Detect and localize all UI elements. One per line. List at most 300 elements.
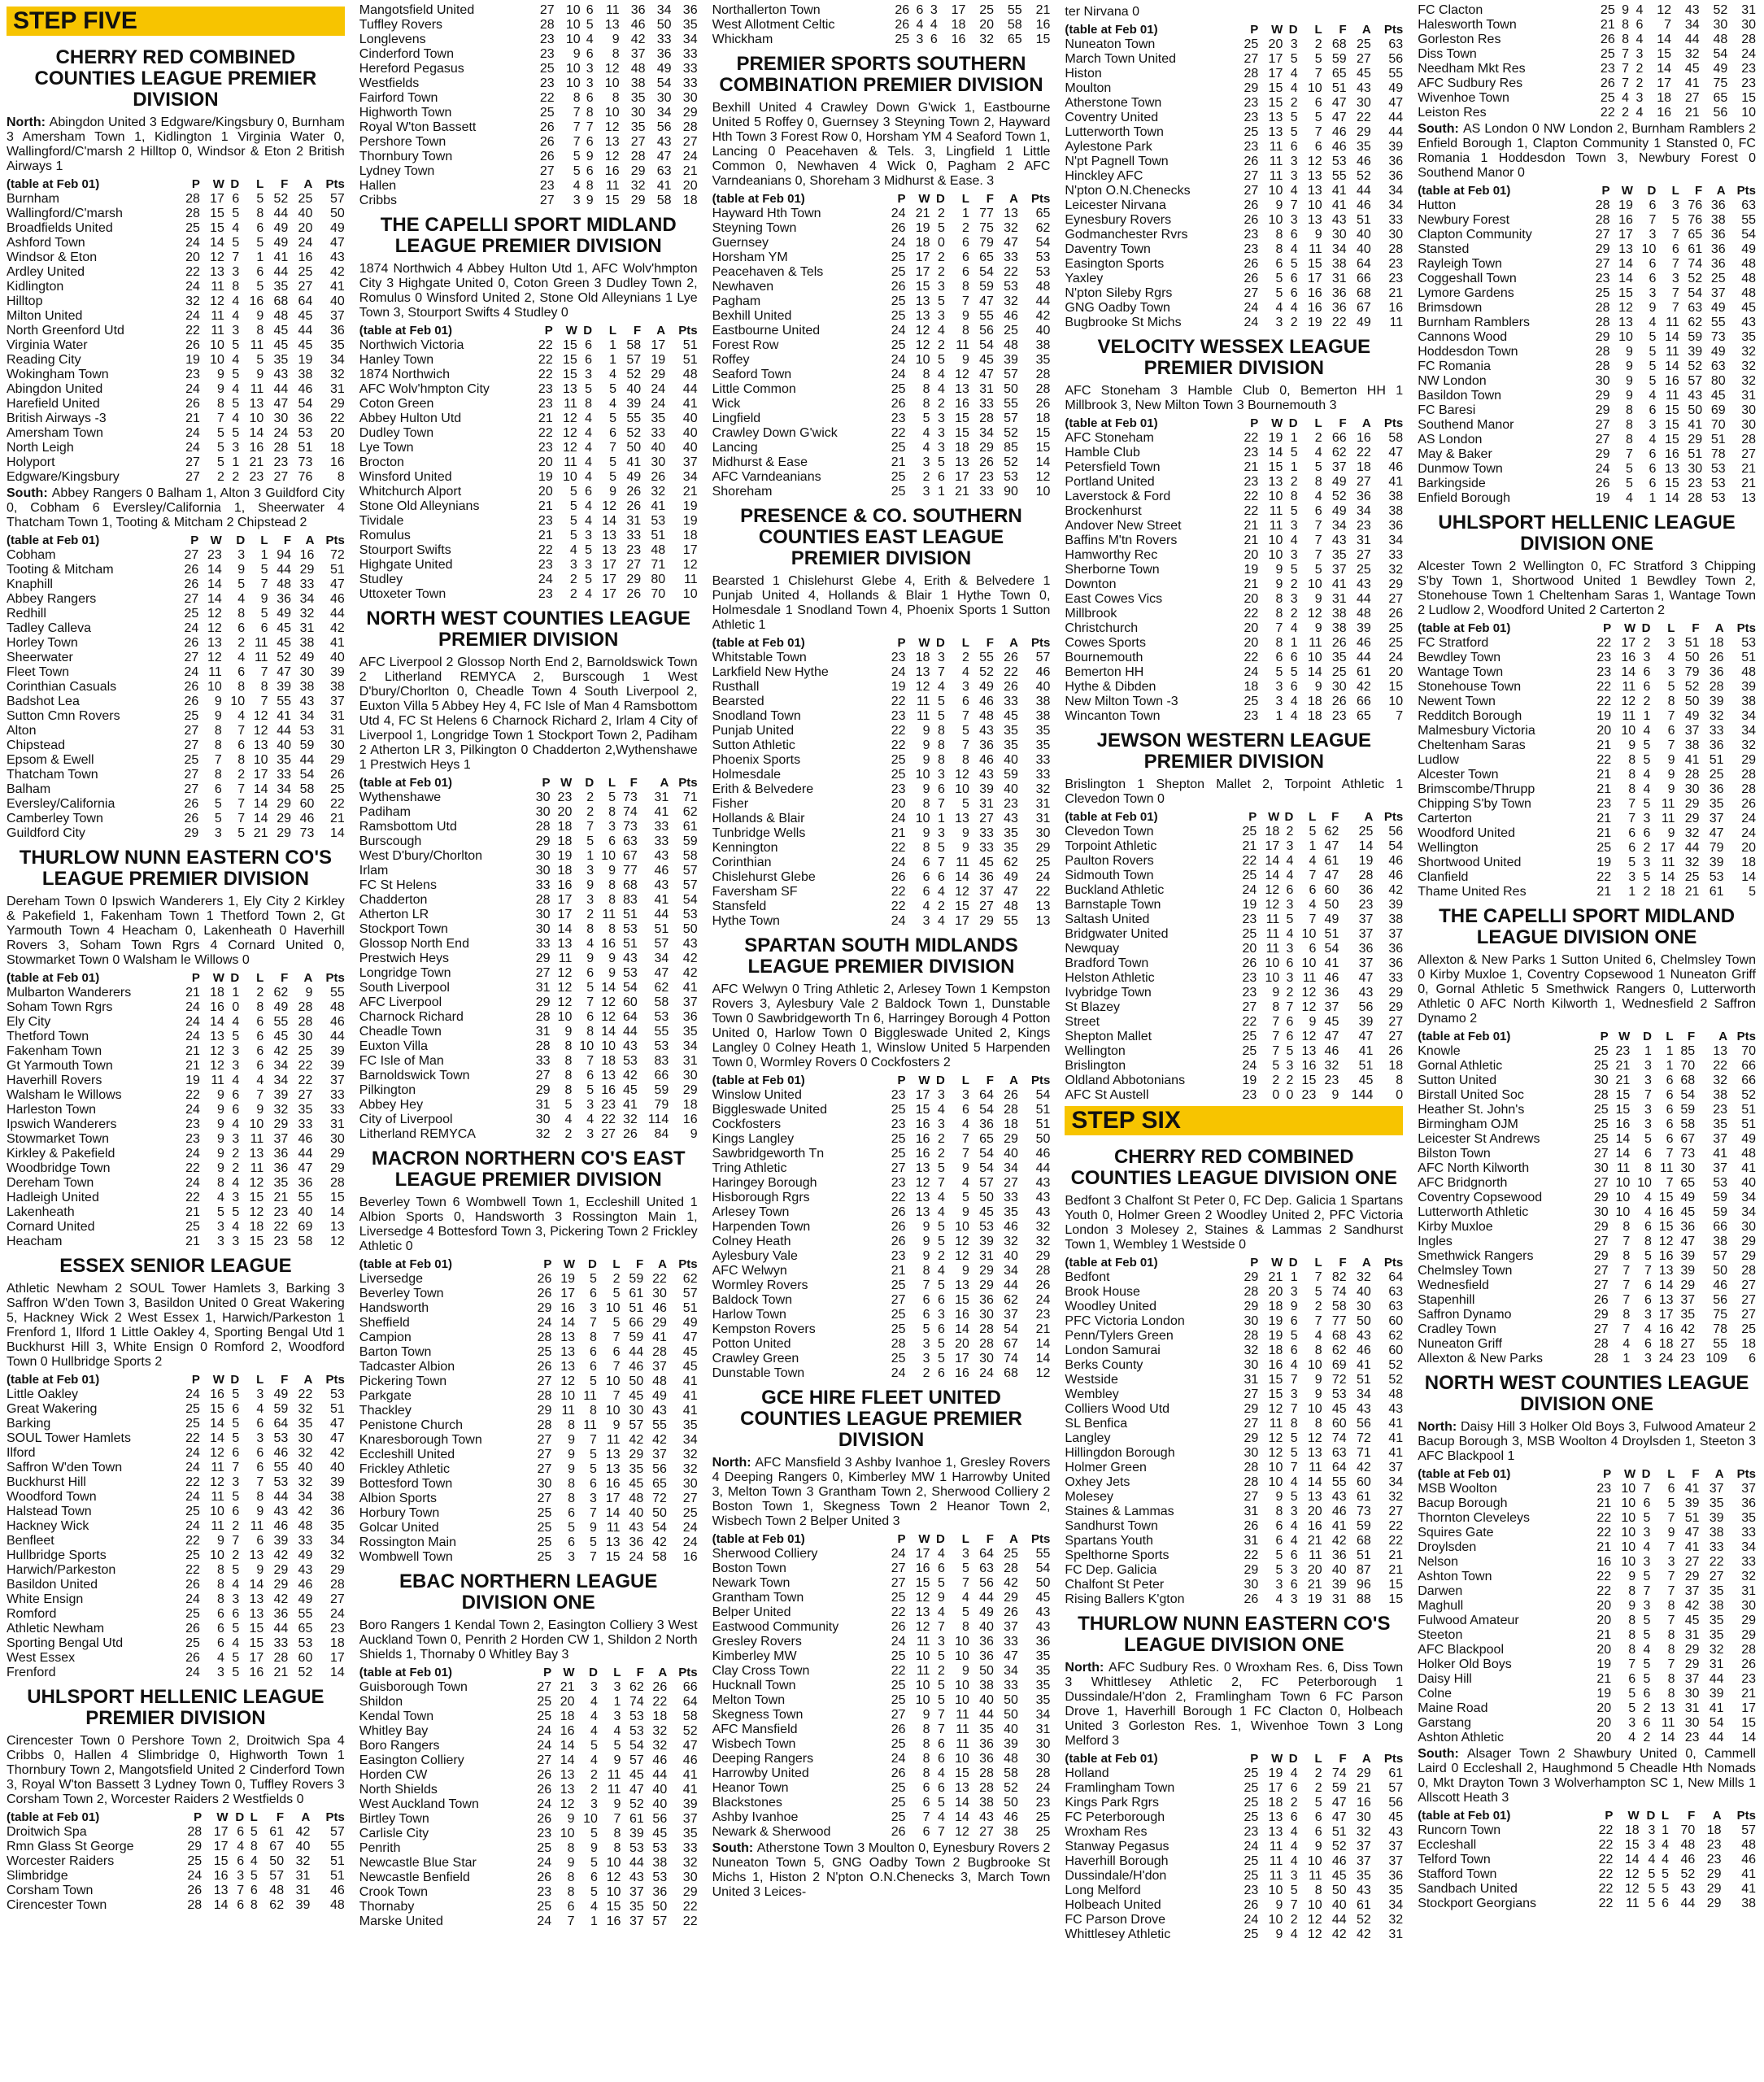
- stat-cell: 29: [1688, 433, 1703, 446]
- column-header: A: [1714, 621, 1724, 635]
- stat-cell: 5: [937, 1220, 945, 1234]
- stat-cell: 33: [330, 1088, 345, 1102]
- stat-cell: 25: [1593, 1059, 1609, 1073]
- stat-cell: 23: [1242, 1088, 1257, 1102]
- stat-cell: 12: [915, 680, 930, 694]
- stat-cell: 10: [1621, 1555, 1636, 1569]
- stat-cell: 26: [1595, 477, 1610, 490]
- stat-cell: 65: [1035, 207, 1051, 220]
- team-name: Baffins M'tn Rovers: [1065, 534, 1178, 547]
- stat-cell: 70: [1710, 418, 1726, 432]
- team-name: Nuneaton Town: [1065, 37, 1156, 51]
- column-header: F: [1688, 1809, 1696, 1823]
- stat-cell: 24: [1242, 1059, 1257, 1073]
- table-row: [7, 1030, 345, 1044]
- stat-cell: 30: [1035, 826, 1051, 840]
- stat-cell: 26: [623, 1127, 638, 1141]
- stat-cell: 5: [1272, 1059, 1280, 1073]
- stat-cell: 8: [1644, 1161, 1652, 1175]
- stat-cell: 6: [1290, 286, 1298, 300]
- team-name: Stockport Town: [359, 922, 448, 936]
- column-header: L: [961, 636, 969, 650]
- stat-cell: 22: [1356, 446, 1371, 460]
- column-header: W: [563, 1257, 576, 1271]
- stat-cell: 6: [1290, 651, 1298, 664]
- stat-cell: 26: [1331, 636, 1347, 650]
- table-row: [1065, 1300, 1403, 1314]
- stat-cell: 2: [961, 221, 969, 235]
- stat-cell: 9: [922, 1220, 930, 1234]
- stat-cell: 75: [1713, 76, 1728, 90]
- stat-cell: 21: [1244, 534, 1259, 547]
- team-name: Alton: [7, 724, 37, 738]
- table-row: [359, 1841, 698, 1856]
- table-row: [712, 1132, 1051, 1147]
- stat-cell: 55: [1388, 67, 1404, 81]
- stat-cell: 29: [1741, 1628, 1756, 1642]
- table-row: [1418, 1853, 1756, 1867]
- stat-cell: 59: [629, 1331, 644, 1344]
- stat-cell: 44: [298, 324, 313, 338]
- stat-cell: 26: [1244, 272, 1259, 285]
- stat-cell: 8: [1314, 1344, 1322, 1357]
- stat-cell: 10: [1621, 1540, 1636, 1554]
- stat-cell: 16: [1618, 213, 1633, 227]
- column-header: Pts: [325, 1373, 345, 1387]
- stat-cell: 44: [979, 1708, 994, 1722]
- stat-cell: 9: [217, 1534, 224, 1548]
- column-header: D: [1646, 1809, 1656, 1823]
- stat-cell: 8: [256, 207, 264, 220]
- team-name: Balham: [7, 782, 51, 796]
- stat-cell: 9: [256, 368, 264, 381]
- column-header: A: [1361, 416, 1371, 430]
- stat-cell: 44: [1356, 651, 1371, 664]
- stat-cell: 23: [891, 412, 906, 425]
- stat-cell: 6: [937, 1366, 945, 1380]
- stat-cell: 7: [586, 995, 595, 1009]
- stat-cell: 8: [564, 1069, 573, 1082]
- stat-cell: 32: [1356, 1825, 1371, 1839]
- team-name: Atherton LR: [359, 908, 429, 921]
- stat-cell: 12: [1618, 301, 1633, 315]
- table-row: [1065, 1796, 1403, 1810]
- stat-cell: 3: [1290, 1285, 1298, 1299]
- table-row: [1418, 651, 1756, 665]
- stat-cell: 44: [273, 207, 289, 220]
- stat-cell: 47: [1324, 869, 1339, 882]
- stat-cell: 22: [1244, 431, 1259, 445]
- stat-cell: 9: [586, 952, 595, 965]
- stat-cell: 30: [651, 455, 666, 469]
- stat-cell: 22: [1244, 490, 1259, 503]
- table-row: [7, 782, 345, 797]
- stat-cell: 62: [269, 1898, 285, 1912]
- stat-cell: 23: [1244, 475, 1259, 489]
- table-row: [7, 1161, 345, 1176]
- stat-cell: 37: [1388, 1854, 1404, 1868]
- stat-cell: 4: [585, 455, 593, 469]
- stat-cell: 35: [682, 1025, 698, 1039]
- table-row: [1065, 942, 1403, 956]
- stat-cell: 29: [1356, 125, 1371, 139]
- team-name: City of Liverpool: [359, 1113, 453, 1126]
- stat-cell: 36: [273, 1161, 289, 1175]
- stat-cell: 33: [535, 1054, 551, 1068]
- column-header: Pts: [1383, 1256, 1404, 1270]
- stat-cell: 51: [1688, 447, 1703, 461]
- column-header: W: [1271, 416, 1283, 430]
- stat-cell: 10: [955, 1649, 969, 1663]
- stat-cell: 9: [1272, 986, 1280, 1000]
- stat-cell: 4: [1309, 854, 1317, 868]
- stat-cell: 9: [586, 194, 594, 207]
- stat-cell: 8: [256, 1000, 264, 1014]
- table-row: [7, 1622, 345, 1636]
- stat-cell: 5: [1643, 1657, 1651, 1671]
- stat-cell: 38: [652, 1856, 668, 1870]
- table-row: [712, 1264, 1051, 1278]
- stat-cell: 9: [1275, 1490, 1283, 1504]
- stat-cell: 5: [256, 236, 264, 250]
- stat-cell: 25: [682, 1506, 698, 1520]
- stat-cell: 36: [298, 412, 313, 425]
- stat-cell: 3: [1667, 665, 1675, 679]
- stat-cell: 16: [1621, 651, 1636, 664]
- stat-cell: 4: [585, 587, 593, 601]
- stat-cell: 27: [1741, 1293, 1756, 1307]
- stat-cell: 33: [1004, 250, 1018, 264]
- stat-cell: 25: [1388, 621, 1404, 635]
- stat-cell: 45: [1388, 1810, 1404, 1824]
- stat-cell: 4: [585, 412, 593, 425]
- stat-cell: 36: [1709, 738, 1724, 752]
- stat-cell: 5: [589, 1272, 597, 1286]
- stat-cell: 6: [1290, 1781, 1298, 1795]
- stat-cell: 6: [1628, 1672, 1636, 1686]
- stat-cell: 28: [1244, 1285, 1259, 1299]
- stat-cell: 11: [250, 1132, 264, 1146]
- stat-cell: 31: [1684, 1701, 1700, 1715]
- stat-cell: 31: [535, 981, 551, 995]
- stat-cell: 31: [330, 724, 345, 738]
- stat-cell: 6: [937, 1752, 945, 1766]
- stat-cell: 33: [979, 485, 994, 499]
- team-name: Grantham Town: [712, 1591, 804, 1605]
- stat-cell: 18: [1268, 1300, 1283, 1313]
- stat-cell: 10: [1268, 1461, 1283, 1474]
- stat-cell: 42: [652, 1535, 667, 1549]
- stat-cell: 52: [1388, 1358, 1404, 1372]
- stat-cell: 37: [682, 1812, 698, 1826]
- stat-cell: 29: [184, 826, 199, 840]
- stat-cell: 15: [1658, 1191, 1674, 1204]
- table-row: [1418, 286, 1756, 301]
- stat-cell: 48: [1388, 1387, 1404, 1401]
- stat-cell: 58: [1680, 1117, 1696, 1131]
- table-row: [359, 558, 698, 573]
- stat-cell: 9: [613, 1753, 621, 1767]
- table-row: [7, 1490, 345, 1505]
- stat-cell: 7: [1290, 1461, 1298, 1474]
- table-row: [1065, 1044, 1403, 1059]
- table-row: [712, 1635, 1051, 1649]
- stat-cell: 44: [1035, 294, 1051, 308]
- table-row: [712, 856, 1051, 870]
- stat-cell: 38: [979, 1679, 994, 1692]
- team-name: Heacham: [7, 1235, 63, 1248]
- stat-cell: 29: [979, 1264, 994, 1278]
- stat-cell: 6: [589, 1360, 597, 1374]
- table-row: [1418, 1657, 1756, 1672]
- stat-cell: 38: [1035, 695, 1051, 708]
- stat-cell: 5: [250, 1869, 258, 1883]
- stat-cell: 9: [586, 878, 595, 892]
- table-row: [1418, 316, 1756, 330]
- stat-cell: 21: [185, 1235, 200, 1248]
- table-row: [1418, 76, 1756, 91]
- table-row: [1065, 1578, 1403, 1592]
- stat-cell: 3: [232, 1132, 240, 1146]
- stat-cell: 4: [937, 1547, 945, 1561]
- stat-cell: 4: [1636, 106, 1644, 120]
- stat-cell: 23: [1004, 797, 1018, 811]
- stat-cell: 25: [1244, 1869, 1259, 1883]
- stat-cell: 20: [1268, 1285, 1283, 1299]
- stat-cell: 10: [565, 18, 581, 32]
- column-header: A: [305, 534, 315, 547]
- stat-cell: 3: [232, 1592, 240, 1606]
- stat-cell: 29: [1595, 403, 1610, 417]
- table-row: [359, 1710, 698, 1724]
- team-name: Faversham SF: [712, 885, 798, 899]
- stat-cell: 5: [1275, 665, 1283, 679]
- stat-cell: 27: [1680, 1337, 1696, 1351]
- stat-cell: 54: [1713, 47, 1728, 61]
- stat-cell: 4: [232, 1015, 240, 1029]
- stat-cell: 11: [1269, 504, 1283, 518]
- table-row: [712, 1591, 1051, 1605]
- stat-cell: 7: [937, 797, 945, 811]
- stat-cell: 12: [1035, 1366, 1051, 1380]
- table-row: [7, 441, 345, 455]
- stat-cell: 18: [1658, 1337, 1674, 1351]
- stat-cell: 5: [1643, 870, 1651, 884]
- results-text: AFC Stoneham 3 Hamble Club 0, Bemerton HH 1 Millbrook 3, New Milton Town 3 Bournemouth 3: [1065, 384, 1404, 412]
- stat-cell: 1: [586, 849, 595, 863]
- stat-cell: 15: [249, 1636, 264, 1650]
- stat-cell: 5: [586, 18, 594, 32]
- stat-cell: 42: [1004, 1576, 1018, 1590]
- team-name: Easington Sports: [1065, 257, 1165, 271]
- stat-cell: 10: [915, 1693, 930, 1707]
- stat-cell: 10: [557, 1010, 573, 1024]
- stat-cell: 25: [891, 1103, 906, 1117]
- stat-cell: 9: [568, 1433, 576, 1447]
- stat-cell: 15: [1618, 286, 1633, 300]
- stat-cell: 10: [1268, 490, 1283, 503]
- team-name: Chipstead: [7, 738, 66, 752]
- stat-cell: 9: [305, 986, 313, 1000]
- stat-cell: 12: [604, 62, 620, 76]
- stat-cell: 12: [253, 724, 268, 738]
- stat-cell: 30: [629, 1404, 644, 1418]
- stat-cell: 80: [1710, 374, 1726, 388]
- table-row: [7, 1431, 345, 1446]
- stat-cell: 45: [273, 338, 289, 352]
- stat-cell: 4: [1314, 446, 1322, 460]
- team-name: Forest Row: [712, 338, 779, 352]
- stat-cell: 38: [1035, 338, 1051, 352]
- stat-cell: 49: [626, 470, 642, 484]
- stat-cell: 8: [1628, 1614, 1636, 1627]
- stat-cell: 24: [1595, 462, 1610, 476]
- table-row: [359, 106, 698, 120]
- stat-cell: 34: [277, 782, 291, 796]
- table-row: [1418, 1882, 1756, 1897]
- stat-cell: 24: [1035, 870, 1051, 884]
- stat-cell: 27: [298, 280, 313, 294]
- table-row: [1065, 184, 1403, 198]
- stat-cell: 2: [1290, 96, 1298, 110]
- stat-cell: 6: [1643, 826, 1651, 840]
- table-row: [1065, 460, 1403, 475]
- table-row: [1418, 257, 1756, 272]
- stat-cell: 13: [604, 18, 620, 32]
- results-text: Beverley Town 6 Wombwell Town 1, Eccleshill United 1 Albion Sports 0, Handsworth 3 Rossington Main 1, Liversedge 4 Bottesford Town 3, Pickering Town 2 Frickley Athletic 0: [359, 1196, 698, 1253]
- results-text: North: AFC Mansfield 3 Ashby Ivanhoe 1, Gresley Rovers 4 Deeping Rangers 0, Kimberley MW 1 Harrowby United 3, Melton Town 3 Grantham Town 2, Sherwood Colliery 2 Boston Town 1, Skegness Town 2 Heanor Town 2, Wisbech Town 2 Belper United 3: [712, 1456, 1051, 1528]
- stat-cell: 62: [273, 986, 289, 1000]
- table-row: [7, 1505, 345, 1519]
- team-name: Kirkley & Pakefield: [7, 1147, 115, 1161]
- stat-cell: 10: [1307, 1358, 1322, 1372]
- stat-cell: 11: [583, 1389, 597, 1403]
- stat-cell: 24: [185, 1103, 200, 1117]
- stat-cell: 22: [185, 324, 200, 338]
- stat-cell: 50: [1035, 1576, 1051, 1590]
- stat-cell: 6: [1286, 883, 1294, 897]
- league-table: [359, 3, 698, 208]
- table-row: [712, 485, 1051, 499]
- stat-cell: 6: [1643, 680, 1651, 694]
- table-row: [1418, 33, 1756, 47]
- stat-cell: 49: [1356, 316, 1371, 329]
- stat-cell: 36: [1388, 169, 1404, 183]
- column-header: P: [1603, 1467, 1612, 1481]
- stat-cell: 11: [956, 1708, 969, 1722]
- stat-cell: 10: [230, 695, 246, 708]
- stat-cell: 8: [612, 91, 620, 105]
- stat-cell: 36: [1709, 782, 1724, 796]
- stat-cell: 6: [1749, 1352, 1756, 1365]
- stat-cell: 46: [1713, 1278, 1728, 1292]
- stat-cell: 9: [612, 33, 620, 46]
- column-header: A: [1009, 1532, 1018, 1546]
- stat-cell: 52: [629, 1797, 644, 1811]
- stat-cell: 22: [1713, 1059, 1728, 1073]
- table-row: [1418, 841, 1756, 856]
- team-name: Soham Town Rgrs: [7, 1000, 113, 1014]
- stat-cell: 16: [1301, 1059, 1317, 1073]
- stat-cell: 25: [1242, 825, 1257, 838]
- stat-cell: 46: [330, 592, 345, 606]
- stat-cell: 31: [626, 514, 642, 528]
- team-name: Highworth Town: [359, 106, 452, 120]
- stat-cell: 6: [1628, 826, 1636, 840]
- stat-cell: 28: [979, 1766, 994, 1780]
- stat-cell: 74: [1331, 1766, 1347, 1780]
- stat-cell: 21: [185, 1205, 200, 1219]
- stat-cell: 77: [623, 864, 638, 878]
- stat-cell: 23: [891, 651, 906, 664]
- stat-cell: 55: [298, 1607, 313, 1621]
- stat-cell: 24: [682, 150, 698, 163]
- stat-cell: 28: [273, 441, 289, 455]
- column-header: W: [918, 1532, 930, 1546]
- stat-cell: 9: [567, 1856, 575, 1870]
- team-name: Brockenhurst: [1065, 504, 1142, 518]
- stat-cell: 5: [1667, 680, 1675, 694]
- stat-cell: 8: [260, 680, 268, 694]
- stat-cell: 14: [1664, 359, 1679, 373]
- stat-cell: 7: [260, 665, 268, 679]
- table-row: [1418, 1308, 1756, 1322]
- stat-cell: 21: [1244, 519, 1259, 533]
- stat-cell: 20: [1741, 841, 1756, 855]
- stat-cell: 44: [277, 563, 291, 577]
- team-name: Punjab United: [712, 724, 795, 738]
- stat-cell: 26: [891, 1220, 906, 1234]
- table-row: [1418, 418, 1756, 433]
- stat-cell: 13: [560, 1345, 576, 1359]
- stat-cell: 4: [937, 1766, 945, 1780]
- stat-cell: 36: [979, 1117, 994, 1131]
- stat-cell: 47: [682, 1331, 698, 1344]
- table-row: [7, 1548, 345, 1563]
- stat-cell: 64: [1356, 257, 1371, 271]
- column-header: P: [543, 1257, 552, 1271]
- stat-cell: 11: [250, 1519, 264, 1533]
- table-label: (table at Feb 01): [1418, 1809, 1511, 1823]
- stat-cell: 25: [891, 1693, 906, 1707]
- stat-cell: 6: [568, 1535, 576, 1549]
- stat-cell: 6: [1666, 1117, 1674, 1131]
- table-row: [7, 250, 345, 265]
- team-name: Carlisle City: [359, 1827, 429, 1840]
- stat-cell: 32: [682, 1462, 698, 1476]
- table-row: [1418, 1352, 1756, 1366]
- stat-cell: 70: [651, 587, 666, 601]
- stat-cell: 5: [937, 455, 945, 469]
- team-name: Guisborough Town: [359, 1680, 468, 1694]
- stat-cell: 50: [1004, 382, 1018, 396]
- stat-cell: 8: [961, 753, 969, 767]
- stat-cell: 8: [568, 1418, 576, 1432]
- stat-cell: 51: [623, 908, 638, 921]
- stat-cell: 22: [1356, 111, 1371, 124]
- team-name: AFC North Kilworth: [1418, 1161, 1530, 1175]
- team-name: Abbey Hulton Utd: [359, 412, 462, 425]
- stat-cell: 24: [184, 665, 199, 679]
- stat-cell: 14: [1658, 1278, 1674, 1292]
- table-row: [359, 514, 698, 529]
- team-name: Tadcaster Albion: [359, 1360, 455, 1374]
- stat-cell: 54: [1388, 839, 1404, 853]
- stat-cell: 21: [915, 207, 930, 220]
- stat-cell: 8: [1667, 1628, 1675, 1642]
- stat-cell: 23: [1680, 1352, 1696, 1365]
- stat-cell: 30: [652, 1287, 667, 1300]
